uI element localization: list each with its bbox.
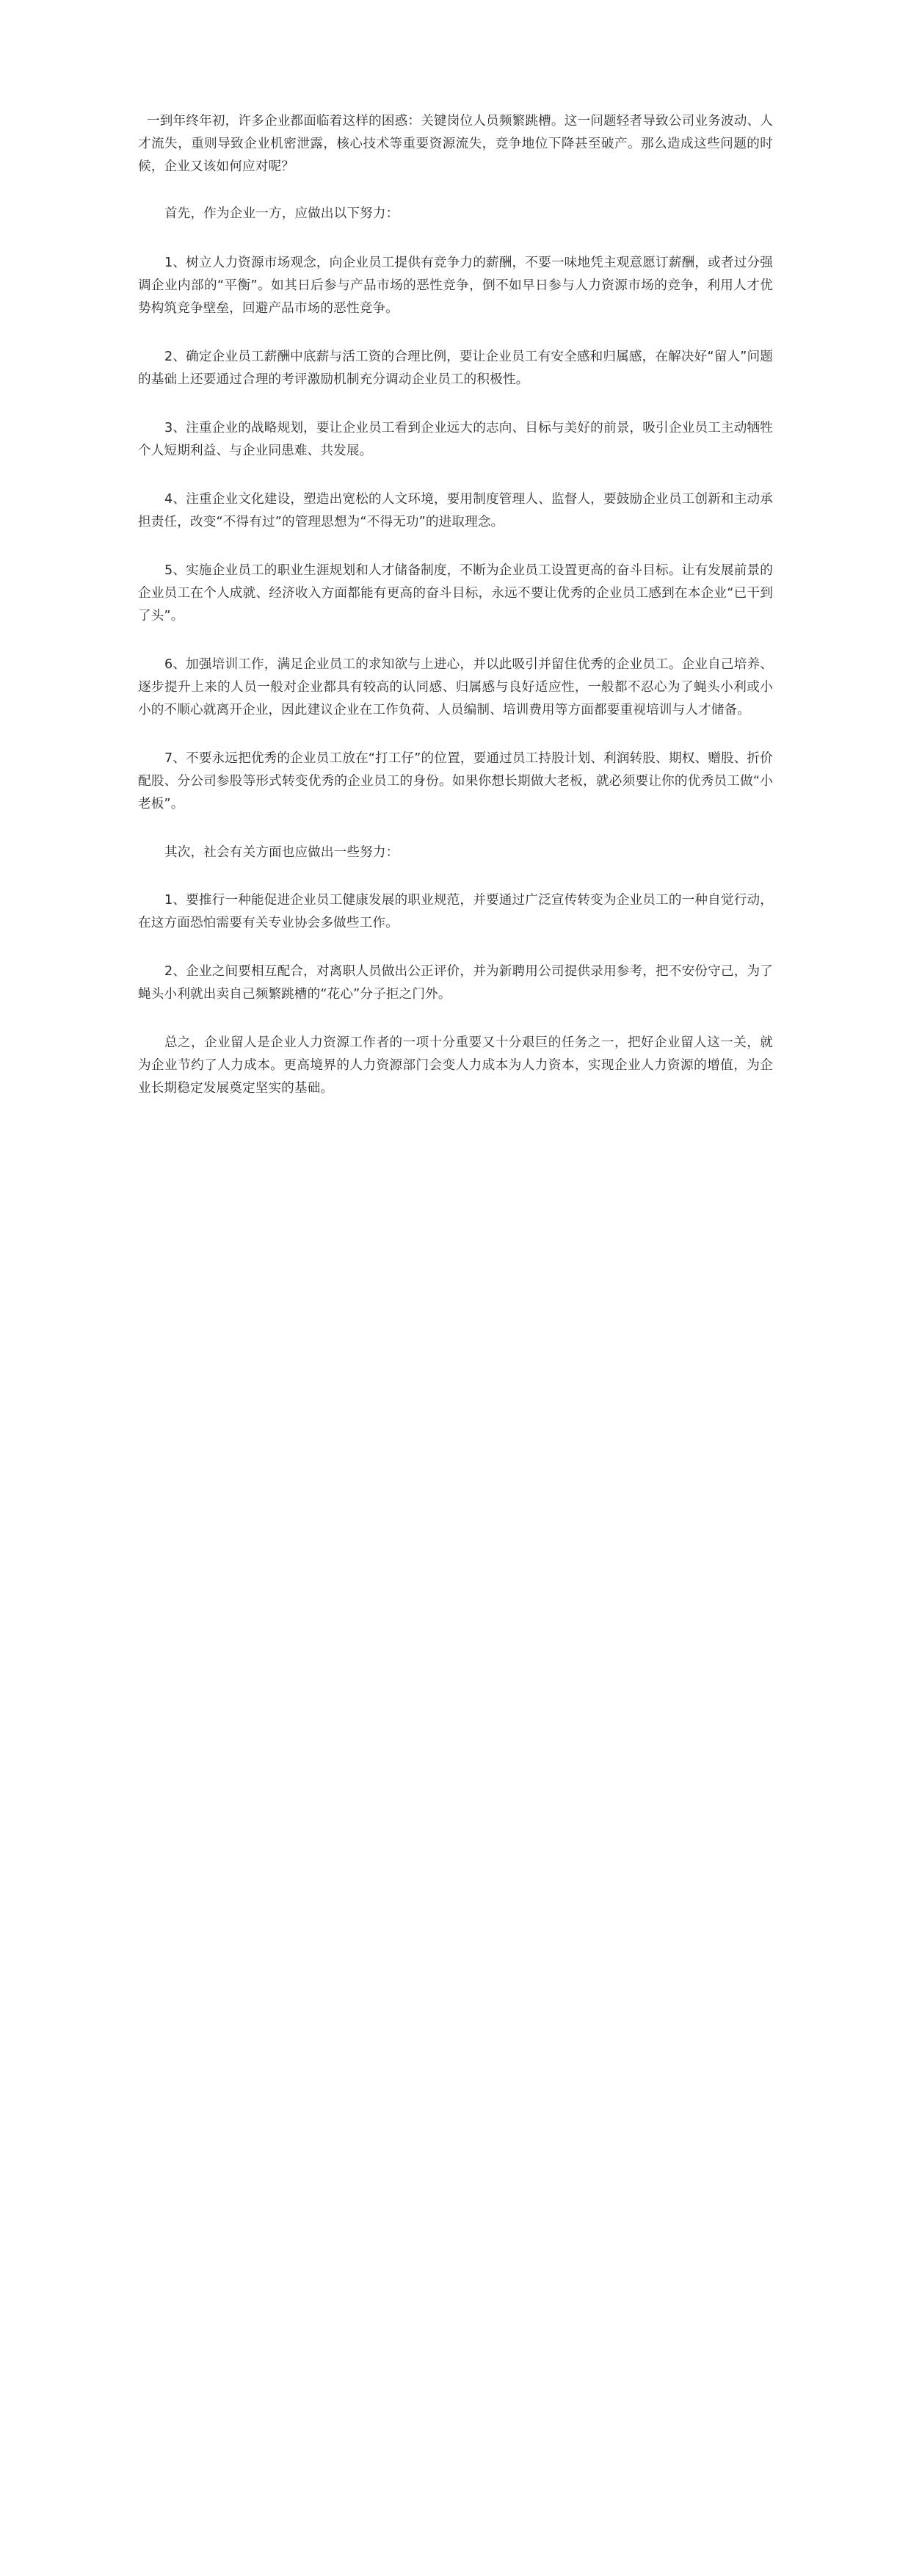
enterprise-measure-4: 4、注重企业文化建设，塑造出宽松的人文环境，要用制度管理人、监督人，要鼓励企业员工创新和主动承担责任，改变“不得有过”的管理思想为“不得无功”的进取理念。 — [138, 492, 773, 529]
society-measure-1: 1、要推行一种能促进企业员工健康发展的职业规范，并要通过广泛宣传转变为企业员工的一种自觉行动，在这方面恐怕需要有关专业协会多做些工作。 — [138, 893, 773, 930]
enterprise-measure-7: 7、不要永远把优秀的企业员工放在“打工仔”的位置，要通过员工持股计划、利润转股、期权、赠股、折价配股、分公司参股等形式转变优秀的企业员工的身份。如果你想长期做大老板，就必须要让你的优秀员工做“小老板”。 — [138, 751, 773, 811]
enterprise-measure-1: 1、树立人力资源市场观念，向企业员工提供有竞争力的薪酬，不要一味地凭主观意愿订薪酬，或者过分强调企业内部的“平衡”。如其日后参与产品市场的恶性竞争，倒不如早日参与人力资源市场的竞争，利用人才优势构筑竞争壁垒，回避产品市场的恶性竞争。 — [138, 256, 773, 316]
society-measure-2: 2、企业之间要相互配合，对离职人员做出公正评价，并为新聘用公司提供录用参考，把不安份守己，为了蝇头小利就出卖自己频繁跳槽的“花心”分子拒之门外。 — [138, 964, 773, 1002]
enterprise-measure-3: 3、注重企业的战略规划，要让企业员工看到企业远大的志向、目标与美好的前景，吸引企业员工主动牺牲个人短期利益、与企业同患难、共发展。 — [138, 421, 773, 458]
enterprise-measure-6: 6、加强培训工作，满足企业员工的求知欲与上进心，并以此吸引并留住优秀的企业员工。企业自己培养、逐步提升上来的人员一般对企业都具有较高的认同感、归属感与良好适应性，一般都不忍心为了蝇头小利或小小的不顺心就离开企业，因此建议企业在工作负荷、人员编制、培训费用等方面都要重视培训与人才储备。 — [138, 657, 773, 717]
enterprise-measure-2: 2、确定企业员工薪酬中底薪与活工资的合理比例，要让企业员工有安全感和归属感，在解决好“留人”问题的基础上还要通过合理的考评激励机制充分调动企业员工的积极性。 — [138, 350, 773, 387]
article-body — [138, 110, 773, 1100]
conclusion-paragraph: 总之，企业留人是企业人力资源工作者的一项十分重要又十分艰巨的任务之一，把好企业留人这一关，就为企业节约了人力成本。更高境界的人力资源部门会变人力成本为人力资本，实现企业人力资源的增值，为企业长期稳定发展奠定坚实的基础。 — [138, 1035, 773, 1096]
secondly-heading: 其次，社会有关方面也应做出一些努力： — [164, 845, 399, 860]
enterprise-measure-5: 5、实施企业员工的职业生涯规划和人才储备制度，不断为企业员工设置更高的奋斗目标。让有发展前景的企业员工在个人成就、经济收入方面都能有更高的奋斗目标，永远不要让优秀的企业员工感到在本企业“已干到了头”。 — [138, 563, 773, 623]
intro-paragraph: 一到年终年初，许多企业都面临着这样的困惑：关键岗位人员频繁跳槽。这一问题轻者导致公司业务波动、人才流失，重则导致企业机密泄露，核心技术等重要资源流失，竞争地位下降甚至破产。那么造成这些问题的时候，企业又该如何应对呢？ — [138, 114, 773, 174]
firstly-heading: 首先，作为企业一方，应做出以下努力： — [164, 206, 399, 221]
